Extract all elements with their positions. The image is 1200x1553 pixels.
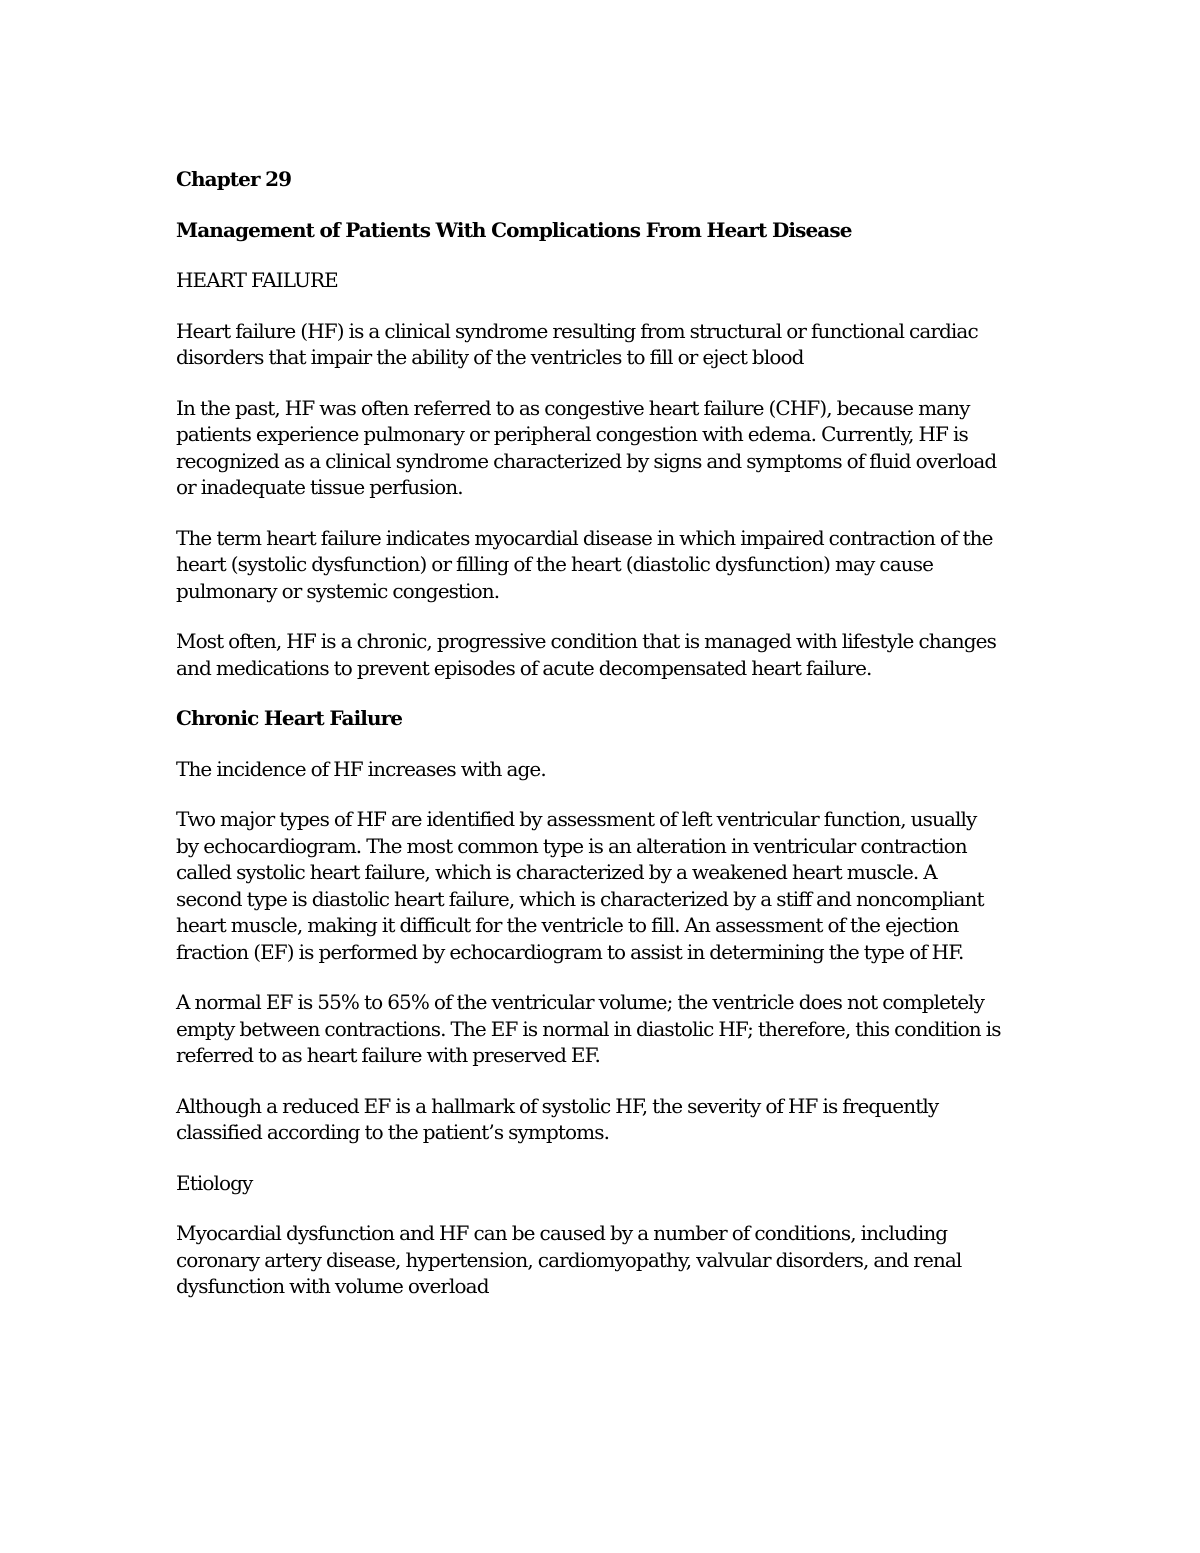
section-heading-heart-failure: HEART FAILURE bbox=[176, 268, 338, 292]
text-line: recognized as a clinical syndrome characterized by signs and symptoms of fluid overload bbox=[176, 448, 997, 473]
text-line: disorders that impair the ability of the ventricles to fill or eject blood bbox=[176, 345, 804, 369]
text-line: Most often, HF is a chronic, progressive condition that is managed with lifestyle changes bbox=[176, 629, 996, 653]
text-line: referred to as heart failure with preserved EF. bbox=[176, 1043, 600, 1067]
text-line: heart (systolic dysfunction) or filling of the heart (diastolic dysfunction) may cause bbox=[176, 552, 934, 576]
section-heading-etiology: Etiology bbox=[176, 1170, 253, 1195]
text-line: The incidence of HF increases with age. bbox=[176, 756, 546, 781]
text-line: empty between contractions. The EF is normal in diastolic HF; therefore, this condition is bbox=[176, 1016, 1001, 1041]
text-line: A normal EF is 55% to 65% of the ventricular volume; the ventricle does not completely bbox=[176, 990, 985, 1014]
paragraph-etiology bbox=[176, 1220, 1036, 1300]
paragraph-ejection-fraction bbox=[176, 989, 1036, 1069]
text-line: Heart failure (HF) is a clinical syndrome resulting from structural or functional cardiac bbox=[176, 318, 978, 343]
text-line: called systolic heart failure, which is characterized by a weakened heart muscle. A bbox=[176, 860, 937, 884]
section-heading-chronic-heart-failure: Chronic Heart Failure bbox=[176, 706, 403, 730]
text-line: In the past, HF was often referred to as congestive heart failure (CHF), because many bbox=[176, 395, 970, 420]
text-line: pulmonary or systemic congestion. bbox=[176, 578, 500, 603]
paragraph-hf-severity bbox=[176, 1093, 1036, 1146]
document-body bbox=[176, 166, 1036, 1300]
text-line: by echocardiogram. The most common type is an alteration in ventricular contraction bbox=[176, 833, 967, 858]
paragraph-hf-definition bbox=[176, 318, 1036, 371]
text-line: fraction (EF) is performed by echocardiogram to assist in determining the type of HF. bbox=[176, 939, 964, 964]
paragraph-hf-term bbox=[176, 525, 1036, 605]
text-line: patients experience pulmonary or peripheral congestion with edema. Currently, HF is bbox=[176, 422, 968, 446]
paragraph-hf-types bbox=[176, 806, 1036, 965]
text-line: and medications to prevent episodes of acute decompensated heart failure. bbox=[176, 655, 872, 680]
text-line: Myocardial dysfunction and HF can be caused by a number of conditions, including bbox=[176, 1221, 948, 1245]
paragraph-hf-incidence bbox=[176, 756, 1036, 783]
text-line: The term heart failure indicates myocardial disease in which impaired contraction of the bbox=[176, 525, 993, 550]
text-line: second type is diastolic heart failure, which is characterized by a stiff and noncompliant bbox=[176, 886, 984, 911]
paragraph-hf-chronic-condition bbox=[176, 628, 1036, 681]
chapter-title: Management of Patients With Complications From Heart Disease bbox=[176, 217, 852, 242]
text-line: Although a reduced EF is a hallmark of systolic HF, the severity of HF is frequently bbox=[176, 1093, 939, 1118]
chapter-number: Chapter 29 bbox=[176, 167, 292, 191]
text-line: or inadequate tissue perfusion. bbox=[176, 475, 463, 499]
text-line: heart muscle, making it difficult for the ventricle to fill. An assessment of the ejection bbox=[176, 913, 959, 937]
text-line: Two major types of HF are identified by assessment of left ventricular function, usually bbox=[176, 807, 977, 831]
text-line: coronary artery disease, hypertension, cardiomyopathy, valvular disorders, and renal bbox=[176, 1247, 962, 1272]
text-line: dysfunction with volume overload bbox=[176, 1274, 489, 1298]
paragraph-hf-history bbox=[176, 395, 1036, 501]
text-line: classified according to the patient’s symptoms. bbox=[176, 1120, 610, 1144]
